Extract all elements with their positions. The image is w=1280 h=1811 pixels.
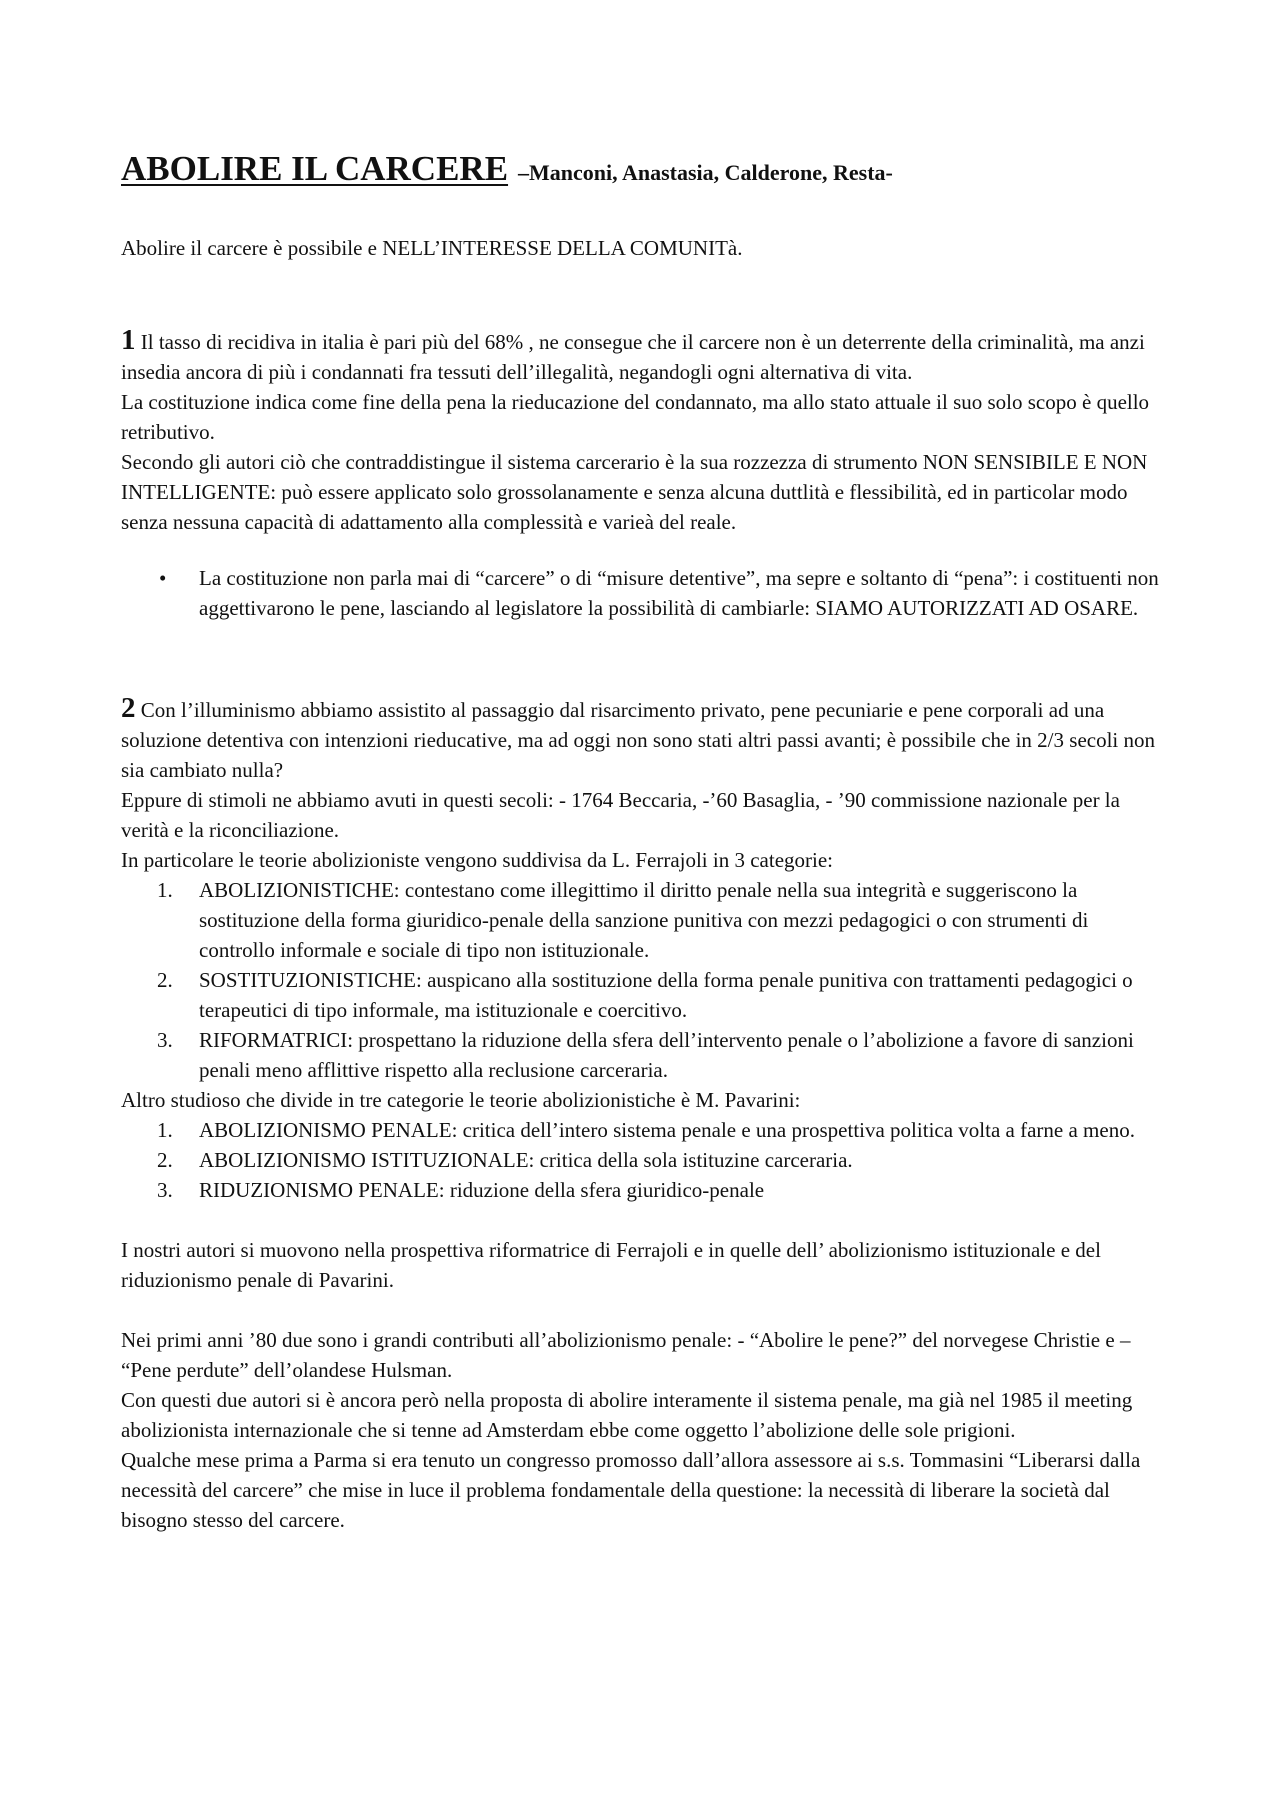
section-2-paragraph-1 bbox=[121, 693, 1166, 785]
section-2 bbox=[121, 693, 1166, 1535]
title-authors: –Manconi, Anastasia, Calderone, Resta- bbox=[518, 160, 893, 185]
list-item bbox=[121, 875, 1166, 965]
document-title bbox=[121, 150, 1166, 195]
list-item bbox=[121, 1025, 1166, 1085]
list-marker: 2. bbox=[157, 968, 173, 992]
section-2-paragraph-5: I nostri autori si muovono nella prospettiva riformatrice di Ferrajoli e in quelle dell’ abolizionismo istituzionale e del riduzionismo penale di Pavarini. bbox=[121, 1238, 1101, 1292]
section-1-number: 1 bbox=[121, 324, 136, 356]
document-page bbox=[121, 150, 1166, 1535]
section-1-paragraph-1 bbox=[121, 325, 1166, 387]
section-2-paragraph-2: Eppure di stimoli ne abbiamo avuti in questi secoli: - 1764 Beccaria, -’60 Basaglia, - ’90 commissione nazionale per la verità e la riconciliazione. bbox=[121, 788, 1120, 842]
section-1-paragraph-1-text: Il tasso di recidiva in italia è pari più del 68% , ne consegue che il carcere non è un deterrente della criminalità, ma anzi insedia ancora di più i condannati fra tessuti dell’illegalità, negandogli ogni alternativa di vita. bbox=[121, 330, 1145, 384]
section-2-paragraph-6: Nei primi anni ’80 due sono i grandi contributi all’abolizionismo penale: - “Abolire le pene?” del norvegese Christie e – “Pene perdute” dell’olandese Hulsman. bbox=[121, 1328, 1131, 1382]
intro-paragraph: Abolire il carcere è possibile e NELL’INTERESSE DELLA COMUNITà. bbox=[121, 236, 743, 260]
section-2-paragraph-3: In particolare le teorie abolizioniste vengono suddivisa da L. Ferrajoli in 3 categorie: bbox=[121, 848, 834, 872]
bullet-item: • La costituzione non parla mai di “carcere” o di “misure detentive”, ma sepre e soltanto di “pena”: i costituenti non aggettivarono le pene, lasciando al legislatore la possibilità di cambiarle: SIAMO AUTORIZZATI AD OSARE. bbox=[121, 563, 1166, 623]
list-item-text: ABOLIZIONISTICHE: contestano come illegittimo il diritto penale nella sua integrità e suggeriscono la sostituzione della forma giuridico-penale della sanzione punitiva con mezzi pedagogici o con strumenti di controllo informale e sociale di tipo non istituzionale. bbox=[199, 878, 1089, 962]
ferrajoli-categories-list bbox=[121, 875, 1166, 1085]
list-item bbox=[121, 1145, 1166, 1175]
list-marker: 1. bbox=[157, 878, 173, 902]
list-item-text: SOSTITUZIONISTICHE: auspicano alla sostituzione della forma penale punitiva con trattamenti pedagogici o terapeutici di tipo informale, ma istituzionale e coercitivo. bbox=[199, 968, 1133, 1022]
list-item bbox=[121, 965, 1166, 1025]
section-2-number: 2 bbox=[121, 692, 136, 724]
list-item-text: ABOLIZIONISMO ISTITUZIONALE: critica della sola istituzine carceraria. bbox=[199, 1148, 853, 1172]
list-marker: 2. bbox=[157, 1148, 173, 1172]
section-2-paragraph-1-text: Con l’illuminismo abbiamo assistito al passaggio dal risarcimento privato, pene pecuniarie e pene corporali ad una soluzione detentiva con intenzioni rieducative, ma ad oggi non sono stati altri passi avanti; è possibile che in 2/3 secoli non sia cambiato nulla? bbox=[121, 698, 1156, 782]
title-main: ABOLIRE IL CARCERE bbox=[121, 149, 509, 188]
section-1-paragraph-3: Secondo gli autori ciò che contraddistingue il sistema carcerario è la sua rozzezza di strumento NON SENSIBILE E NON INTELLIGENTE: può essere applicato solo grossolanamente e senza alcuna duttlità e flessibilità, ed in particolar modo senza nessuna capacità di adattamento alla complessità e varieà del reale. bbox=[121, 450, 1148, 534]
list-item-text: ABOLIZIONISMO PENALE: critica dell’intero sistema penale e una prospettiva politica volta a farne a meno. bbox=[199, 1118, 1135, 1142]
section-1-bullet-list bbox=[121, 563, 1166, 623]
list-marker: 3. bbox=[157, 1178, 173, 1202]
section-2-paragraph-4: Altro studioso che divide in tre categorie le teorie abolizionistiche è M. Pavarini: bbox=[121, 1088, 801, 1112]
section-1-paragraph-2: La costituzione indica come fine della pena la rieducazione del condannato, ma allo stato attuale il suo solo scopo è quello retributivo. bbox=[121, 390, 1150, 444]
section-2-paragraph-8: Qualche mese prima a Parma si era tenuto un congresso promosso dall’allora assessore ai s.s. Tommasini “Liberarsi dalla necessità del carcere” che mise in luce il problema fondamentale della questione: la necessità di liberare la società dal bisogno stesso del carcere. bbox=[121, 1448, 1141, 1532]
section-1 bbox=[121, 325, 1166, 623]
list-item-text: RIFORMATRICI: prospettano la riduzione della sfera dell’intervento penale o l’abolizione a favore di sanzioni penali meno afflittive rispetto alla reclusione carceraria. bbox=[199, 1028, 1134, 1082]
list-item bbox=[121, 1115, 1166, 1145]
list-marker: 1. bbox=[157, 1118, 173, 1142]
list-item bbox=[121, 1175, 1166, 1205]
list-item-text: RIDUZIONISMO PENALE: riduzione della sfera giuridico-penale bbox=[199, 1178, 765, 1202]
list-marker: 3. bbox=[157, 1028, 173, 1052]
section-2-paragraph-7: Con questi due autori si è ancora però nella proposta di abolire interamente il sistema penale, ma già nel 1985 il meeting abolizionista internazionale che si tenne ad Amsterdam ebbe come oggetto l’abolizione delle sole prigioni. bbox=[121, 1388, 1133, 1442]
pavarini-categories-list bbox=[121, 1115, 1166, 1205]
